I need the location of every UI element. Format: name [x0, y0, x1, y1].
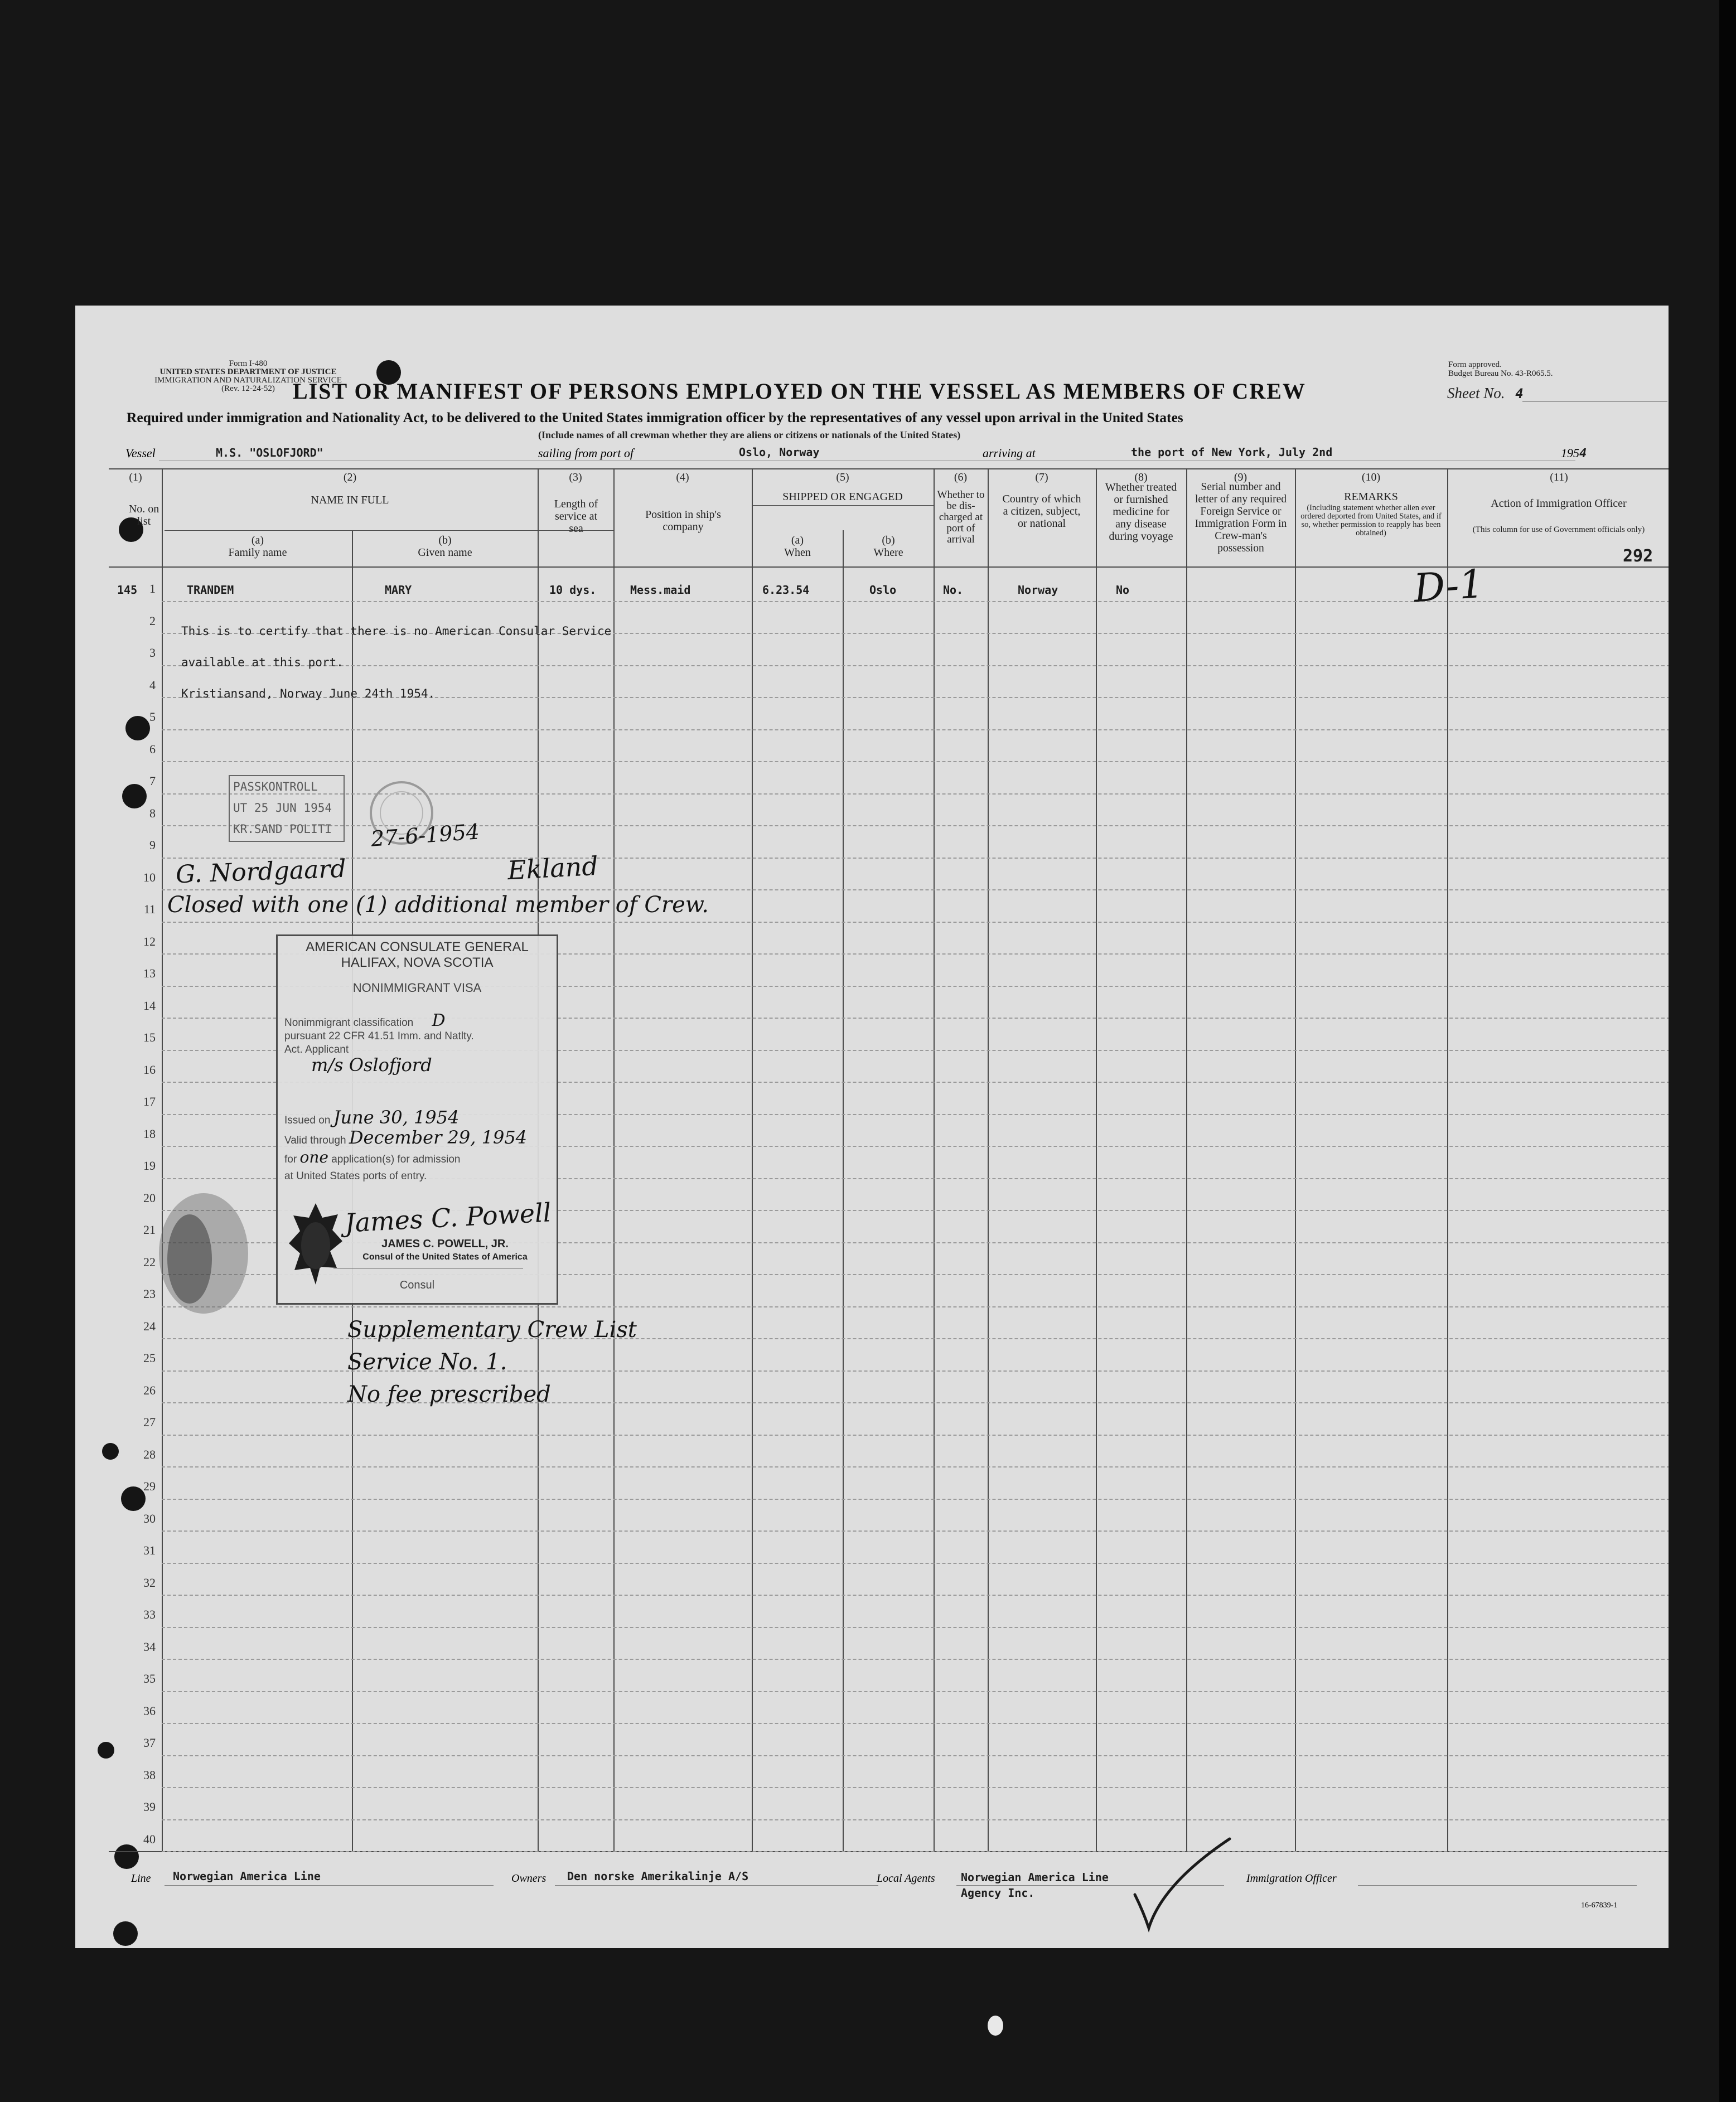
col-header-action: Action of Immigration Officer: [1491, 497, 1627, 510]
passport-control-stamp: [229, 775, 345, 842]
pursuant-text: pursuant 22 CFR 41.51 Imm. and Natlty.: [284, 1030, 474, 1042]
footer-line-label: Line: [131, 1872, 151, 1885]
action-note: (This column for use of Government officials only): [1472, 525, 1645, 534]
act-text: Act. Applicant: [284, 1044, 349, 1055]
row-line: [162, 1723, 1669, 1724]
row-number: 37: [143, 1736, 156, 1750]
certificate-line-2: available at this port.: [181, 656, 344, 669]
given-name-header: Given name: [418, 546, 472, 559]
film-mark: [983, 2012, 1008, 2040]
row-number: 30: [143, 1511, 156, 1525]
row-number: 9: [149, 838, 156, 852]
ink-smudge: [142, 1186, 270, 1320]
row-number: 6: [149, 742, 156, 756]
row-number: 29: [143, 1479, 156, 1493]
row-line: [162, 1466, 1669, 1467]
row-number: 8: [149, 806, 156, 820]
row-number: 7: [149, 774, 156, 788]
row-number: 2: [149, 613, 156, 628]
sheet-number: 4: [1515, 386, 1524, 401]
when-letter: (a): [791, 534, 804, 546]
where-letter: (b): [882, 534, 895, 546]
family-name: TRANDEM: [187, 583, 234, 597]
row-number: 38: [143, 1767, 156, 1782]
handwritten-signature: G. Nordgaard: [175, 854, 347, 889]
row-number: 39: [143, 1800, 156, 1814]
row-number: 21: [143, 1223, 156, 1237]
row-number: 28: [143, 1447, 156, 1461]
footer-agents-value-2: Agency Inc.: [961, 1886, 1035, 1900]
row-number: 16: [143, 1062, 156, 1077]
classification-value: D: [432, 1011, 446, 1030]
row-line: [162, 761, 1669, 762]
crew-manifest-form: [75, 306, 1669, 1948]
punch-hole: [113, 1921, 138, 1946]
footer-owners-value: Den norske Amerikalinje A/S: [567, 1869, 749, 1883]
row-line: [162, 1499, 1669, 1500]
visa-type: NONIMMIGRANT VISA: [352, 981, 482, 995]
note-supplementary: Supplementary Crew List: [347, 1317, 637, 1343]
stamp-line-3: KR.SAND POLITI: [233, 822, 332, 836]
length-of-service: 10 dys.: [549, 583, 597, 597]
col-header-no: No. on list: [128, 503, 159, 527]
col-num-2: (2): [343, 471, 357, 483]
year-prefix: 195: [1561, 446, 1579, 460]
issued-date: June 30, 1954: [333, 1107, 460, 1128]
classification-label: Nonimmigrant classification: [284, 1017, 414, 1029]
col-num-11: (11): [1550, 471, 1568, 483]
row-line: [162, 1691, 1669, 1692]
consulate-city: HALIFAX, NOVA SCOTIA: [341, 955, 494, 970]
form-approval: Form approved.: [1448, 360, 1502, 369]
col-num-10: (10): [1361, 471, 1381, 483]
row-line: [162, 729, 1669, 730]
row-number: 22: [143, 1255, 156, 1269]
vessel-handwritten: m/s Oslofjord: [311, 1054, 432, 1076]
row-number: 32: [143, 1575, 156, 1590]
col-header-serial: Serial number and letter of any required Foreign Service or Immigration Form in Crew-man's possession: [1195, 481, 1287, 554]
where-header: Where: [873, 546, 903, 559]
row-number: 14: [143, 998, 156, 1013]
footer-agents-label: Local Agents: [877, 1872, 935, 1885]
col-header-length: Length of service at sea: [554, 498, 598, 535]
form-title: LIST OR MANIFEST OF PERSONS EMPLOYED ON THE VESSEL AS MEMBERS OF CREW: [293, 379, 1306, 404]
row-line: [162, 1755, 1669, 1756]
punch-hole: [114, 1844, 139, 1869]
row-number: 18: [143, 1126, 156, 1141]
list-number: 145: [117, 583, 138, 597]
shipped-when: 6.23.54: [762, 583, 810, 597]
row-number: 36: [143, 1703, 156, 1718]
official-signature: Ekland: [506, 850, 599, 886]
consul-name: JAMES C. POWELL, JR.: [381, 1238, 509, 1250]
given-letter: (b): [438, 534, 452, 546]
entry-text: at United States ports of entry.: [284, 1170, 427, 1182]
sheet-label: Sheet No.: [1447, 385, 1505, 401]
row-line: [162, 922, 1669, 923]
footer-line-value: Norwegian America Line: [173, 1869, 321, 1883]
row-number: 24: [143, 1319, 156, 1333]
punch-hole: [102, 1443, 119, 1460]
row-number: 34: [143, 1639, 156, 1654]
certificate-line-3: Kristiansand, Norway June 24th 1954.: [181, 687, 436, 700]
col-num-7: (7): [1035, 471, 1048, 483]
include-note: (Include names of all crewman whether they are aliens or citizens or nationals of the United States): [538, 429, 961, 440]
row-line: [162, 1531, 1669, 1532]
port-to: the port of New York, July 2nd: [1131, 445, 1333, 459]
punch-hole: [98, 1742, 114, 1759]
consul-signature: James C. Powell: [344, 1197, 552, 1238]
row-number: 20: [143, 1190, 156, 1205]
valid-date: December 29, 1954: [349, 1127, 528, 1148]
vessel-label: Vessel: [125, 446, 156, 460]
row-number: 19: [143, 1159, 156, 1173]
row-number: 3: [149, 646, 156, 660]
certificate-line-1: This is to certify that there is no American Consular Service: [181, 624, 612, 638]
row-number: 27: [143, 1415, 156, 1429]
budget-bureau: Budget Bureau No. 43-R065.5.: [1448, 369, 1553, 378]
row-line: [162, 858, 1669, 859]
shipped-where: Oslo: [869, 583, 897, 597]
row-line: [162, 1787, 1669, 1788]
row-number: 31: [143, 1543, 156, 1557]
family-name-header: Family name: [228, 546, 287, 559]
col-num-9: (9): [1234, 471, 1247, 483]
note-service: Service No. 1.: [347, 1349, 507, 1375]
arriving-label: arriving at: [983, 446, 1036, 460]
col-num-8: (8): [1134, 471, 1148, 483]
revision: (Rev. 12-24-52): [221, 384, 275, 393]
row-number: 17: [143, 1094, 156, 1108]
note-fee: No fee prescribed: [347, 1382, 551, 1407]
stamp-line-2: UT 25 JUN 1954: [233, 801, 332, 815]
film-edge: [1719, 0, 1736, 2102]
family-letter: (a): [251, 534, 264, 546]
row-number: 12: [143, 934, 156, 948]
remarks-note: (Including statement whether alien ever ordered deported from United States, and if so, whether permission to reapply has been obtained): [1300, 503, 1442, 537]
col-header-remarks: REMARKS: [1344, 491, 1398, 503]
for-label: for: [284, 1154, 297, 1165]
row-number: 26: [143, 1383, 156, 1397]
row-line: [162, 1851, 1669, 1852]
col-header-treated: Whether treated or furnished medicine for any disease during voyage: [1105, 481, 1177, 543]
form-subtitle: Required under immigration and Nationality Act, to be delivered to the United States immigration officer by the representatives of any vessel upon arrival in the United States: [127, 409, 1183, 425]
handwritten-date: 27-6-1954: [370, 819, 481, 851]
row-number: 11: [143, 902, 156, 916]
print-code: 16-67839-1: [1581, 1901, 1618, 1910]
row-line: [162, 1659, 1669, 1660]
port-from: Oslo, Norway: [739, 445, 820, 459]
row-line: [162, 1435, 1669, 1436]
sailing-label: sailing from port of: [538, 446, 634, 460]
check-mark: [1124, 1833, 1235, 1934]
col-num-4: (4): [676, 471, 689, 483]
row-number: 35: [143, 1672, 156, 1686]
consul-label: Consul: [399, 1279, 435, 1291]
row-number: 15: [143, 1030, 156, 1044]
position: Mess.maid: [630, 583, 691, 597]
row-line: [162, 1595, 1669, 1596]
col-header-name: NAME IN FULL: [311, 494, 389, 506]
issued-label: Issued on: [284, 1115, 331, 1126]
country: Norway: [1018, 583, 1058, 597]
footer-owners-label: Owners: [511, 1872, 547, 1885]
when-header: When: [784, 546, 811, 559]
treated: No: [1116, 583, 1130, 597]
col-header-shipped: SHIPPED OR ENGAGED: [782, 491, 903, 503]
vessel-name: M.S. "OSLOFJORD": [216, 446, 323, 459]
footer-agents-value-1: Norwegian America Line: [961, 1871, 1109, 1884]
col-header-country: Country of which a citizen, subject, or national: [1002, 493, 1081, 530]
application-text: application(s) for admission: [331, 1154, 461, 1165]
row-number: 10: [143, 870, 156, 884]
col-num-3: (3): [569, 471, 582, 483]
valid-label: Valid through: [284, 1135, 346, 1146]
row-number: 5: [149, 710, 156, 724]
form-number: Form I-480: [229, 359, 268, 368]
col-num-1: (1): [129, 471, 142, 483]
stamp-line-1: PASSKONTROLL: [233, 780, 318, 793]
discharged: No.: [943, 583, 964, 597]
service: IMMIGRATION AND NATURALIZATION SERVICE: [154, 376, 342, 385]
consulate-name: AMERICAN CONSULATE GENERAL: [306, 939, 529, 955]
consul-title: Consul of the United States of America: [362, 1252, 528, 1262]
row-line: [162, 1563, 1669, 1564]
row-line: [162, 1627, 1669, 1628]
col-header-discharged: Whether to be dis-charged at port of arrival: [937, 489, 985, 545]
row-number: 23: [143, 1287, 156, 1301]
for-count: one: [299, 1148, 328, 1166]
handwritten-closing: Closed with one (1) additional member of Crew.: [167, 892, 709, 918]
row-number: 1: [149, 582, 156, 595]
given-name: MARY: [385, 583, 412, 597]
year-suffix: 4: [1579, 447, 1587, 461]
row-number: 25: [143, 1351, 156, 1365]
row-number: 33: [143, 1607, 156, 1621]
agency: UNITED STATES DEPARTMENT OF JUSTICE: [159, 367, 337, 376]
row-line: [162, 1819, 1669, 1820]
row-line: [162, 889, 1669, 890]
row-line: [162, 1306, 1669, 1307]
consulate-visa-stamp: [276, 934, 558, 1305]
col-num-6: (6): [954, 471, 968, 483]
col-header-position: Position in ship's company: [645, 508, 721, 533]
row-number: 40: [143, 1832, 156, 1846]
col-num-5: (5): [836, 471, 849, 483]
officer-action: D-1: [1412, 560, 1486, 612]
row-number: 13: [143, 966, 156, 980]
row-number: 4: [149, 677, 156, 692]
page-stamp-number: 292: [1623, 546, 1653, 566]
footer-officer-label: Immigration Officer: [1246, 1872, 1337, 1885]
